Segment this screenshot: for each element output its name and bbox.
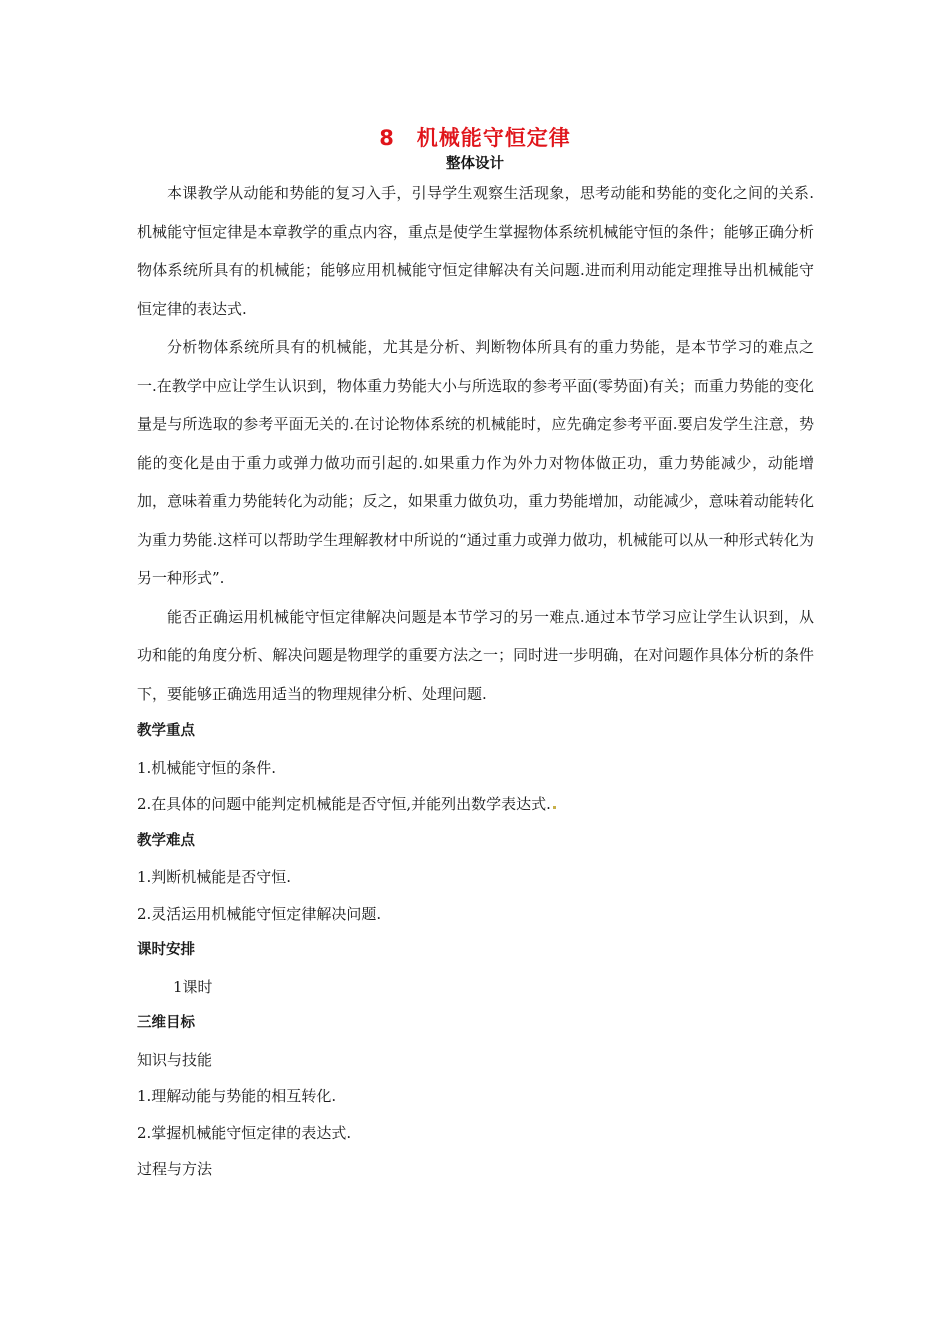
key-point-2: 2.在具体的问题中能判定机械能是否守恒,并能列出数学表达式.	[137, 795, 551, 813]
key-point-1: 1.机械能守恒的条件.	[137, 758, 277, 777]
objectives-knowledge-skills: 知识与技能	[137, 1050, 213, 1069]
paragraph-3: 能否正确运用机械能守恒定律解决问题是本节学习的另一难点.通过本节学习应让学生认识到，从功和能的角度分析、解决问题是物理学的重要方法之一；同时进一步明确，在对问题作具体分析的条件下，要能够正确选用适当的物理规律分析、处理问题.	[137, 607, 814, 703]
section-subtitle: 整体设计	[446, 156, 504, 172]
objective-2: 2.掌握机械能守恒定律的表达式.	[137, 1123, 352, 1142]
schedule-text: 1课时	[173, 977, 213, 996]
ink-dot	[553, 806, 556, 809]
heading-difficulties: 教学难点	[137, 832, 195, 849]
heading-key-points: 教学重点	[137, 723, 195, 739]
difficulty-1: 1.判断机械能是否守恒.	[137, 868, 292, 886]
objective-1: 1.理解动能与势能的相互转化.	[137, 1087, 337, 1105]
paragraph-2: 分析物体系统所具有的机械能，尤其是分析、判断物体所具有的重力势能，是本节学习的难点之一.在教学中应让学生认识到，物体重力势能大小与所选取的参考平面(零势面)有关；而重力势能的变化量是与所选取的参考平面无关的.在讨论物体系统的机械能时，应先确定参考平面.要启发学生注意，势能的变化是由于重力或弹力做功而引起的.如果重力作为外力对物体做正功，重力势能减少，动能增加，意味着重力势能转化为动能；反之，如果重力做负功，重力势能增加，动能减少，意味着动能转化为重力势能.这样可以帮助学生理解教材中所说的“通过重力或弹力做功，机械能可以从一种形式转化为另一种形式”.	[137, 338, 814, 587]
difficulty-2: 2.灵活运用机械能守恒定律解决问题.	[137, 904, 382, 923]
paragraph-1: 本课教学从动能和势能的复习入手，引导学生观察生活现象，思考动能和势能的变化之间的关系.机械能守恒定律是本章教学的重点内容，重点是使学生掌握物体系统机械能守恒的条件；能够正确分析物体系统所具有的机械能；能够应用机械能守恒定律解决有关问题.进而利用动能定理推导出机械能守恒定律的表达式.	[137, 184, 814, 318]
heading-objectives: 三维目标	[137, 1015, 195, 1031]
key-point-2-row	[137, 786, 814, 823]
objectives-process-methods: 过程与方法	[137, 1160, 213, 1178]
heading-schedule: 课时安排	[137, 942, 195, 958]
document-title: 8 机械能守恒定律	[379, 126, 571, 150]
document-body	[137, 174, 814, 1188]
